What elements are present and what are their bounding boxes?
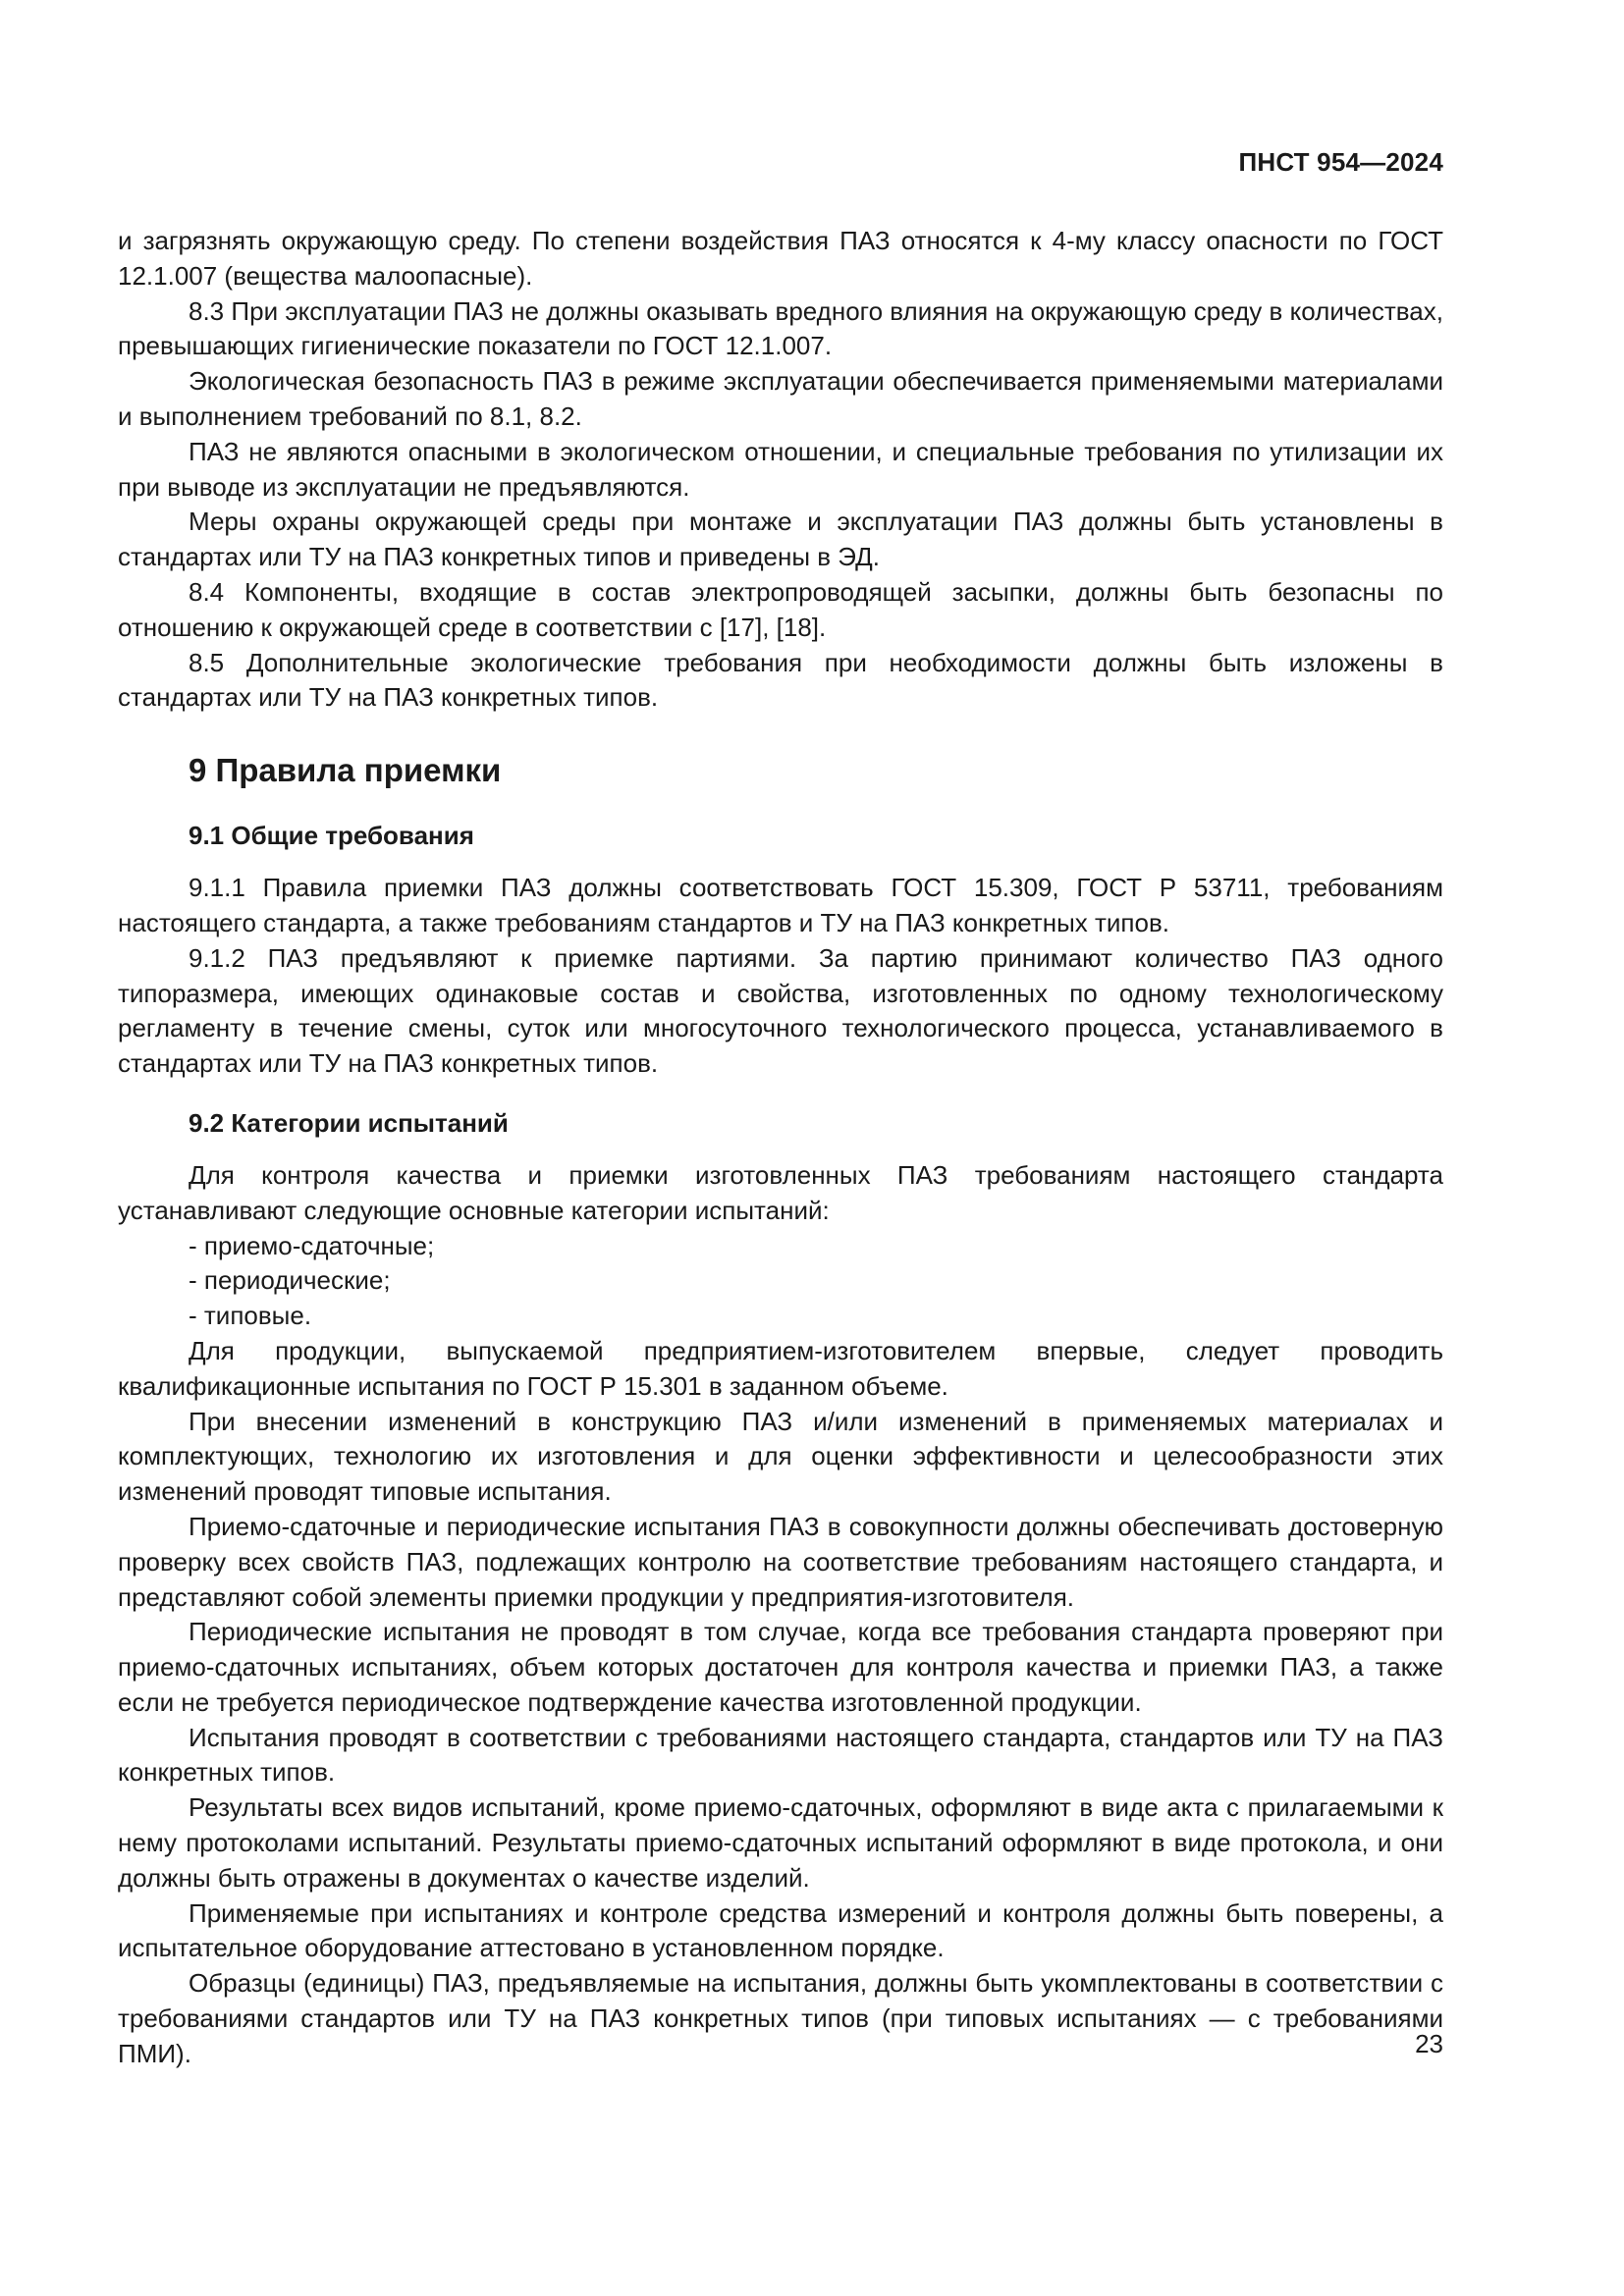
paragraph: Периодические испытания не проводят в том случае, когда все требования стандарта проверяют при приемо-сдаточных испытаниях, объем которых достаточен для контроля качества и приемки ПАЗ, а также если не требуется периодическое подтверждение качества изготовленной продукции. — [118, 1617, 1443, 1717]
paragraph-9-1-2: 9.1.2 ПАЗ предъявляют к приемке партиями. За партию принимают количество ПАЗ одного типоразмера, имеющих одинаковые состав и свойства, изготовленных по одному технологическому регламенту в течение смены, суток или многосуточного технологического процесса, устанавливаемого в стандартах или ТУ на ПАЗ конкретных типов. — [118, 942, 1443, 1079]
paragraph: Приемо-сдаточные и периодические испытания ПАЗ в совокупности должны обеспечивать достоверную проверку всех свойств ПАЗ, подлежащих контролю на соответствие требованиям настоящего стандарта, и представляют собой элементы приемки продукции у предприятия-изготовителя. — [118, 1511, 1443, 1612]
page-number: 23 — [1415, 2029, 1443, 2058]
paragraph: ПАЗ не являются опасными в экологическом отношении, и специальные требования по утилизации их при выводе из эксплуатации не предъявляются. — [118, 436, 1443, 502]
paragraph: Результаты всех видов испытаний, кроме приемо-сдаточных, оформляют в виде акта с прилагаемыми к нему протоколами испытаний. Результаты приемо-сдаточных испытаний оформляют в виде протокола, и они должны быть отражены в документах о качестве изделий. — [118, 1792, 1443, 1893]
paragraph: Для контроля качества и приемки изготовленных ПАЗ требованиям настоящего стандарта устанавливают следующие основные категории испытаний: — [118, 1159, 1443, 1225]
paragraph: Для продукции, выпускаемой предприятием-изготовителем впервые, следует проводить квалификационные испытания по ГОСТ Р 15.301 в заданном объеме. — [118, 1335, 1443, 1401]
list-item: - приемо-сдаточные; — [189, 1230, 435, 1260]
paragraph: Образцы (единицы) ПАЗ, предъявляемые на испытания, должны быть укомплектованы в соответствии с требованиями стандартов или ТУ на ПАЗ конкретных типов (при типовых испытаниях — с требованиями ПМИ). — [118, 1968, 1443, 2068]
subsection-heading-9-1: 9.1 Общие требования — [189, 821, 474, 851]
paragraph: Меры охраны окружающей среды при монтаже и эксплуатации ПАЗ должны быть установлены в стандартах или ТУ на ПАЗ конкретных типов и приведены в ЭД. — [118, 507, 1443, 572]
paragraph-8-5: 8.5 Дополнительные экологические требования при необходимости должны быть изложены в стандартах или ТУ на ПАЗ конкретных типов. — [118, 647, 1443, 713]
paragraph-8-4: 8.4 Компоненты, входящие в состав электропроводящей засыпки, должны быть безопасны по отношению к окружающей среде в соответствии с [17], [18]. — [118, 576, 1443, 642]
paragraph: Применяемые при испытаниях и контроле средства измерений и контроля должны быть поверены, а испытательное оборудование аттестовано в установленном порядке. — [118, 1897, 1443, 1963]
paragraph: Экологическая безопасность ПАЗ в режиме эксплуатации обеспечивается применяемыми материалами и выполнением требований по 8.1, 8.2. — [118, 366, 1443, 431]
paragraph: При внесении изменений в конструкцию ПАЗ и/или изменений в применяемых материалах и комплектующих, технологию их изготовления и для оценки эффективности и целесообразности этих изменений проводят типовые испытания. — [118, 1406, 1443, 1507]
paragraph: и загрязнять окружающую среду. По степени воздействия ПАЗ относятся к 4-му классу опасности по ГОСТ 12.1.007 (вещества малоопасные). — [118, 226, 1443, 291]
paragraph-9-1-1: 9.1.1 Правила приемки ПАЗ должны соответствовать ГОСТ 15.309, ГОСТ Р 53711, требованиям настоящего стандарта, а также требованиям стандартов и ТУ на ПАЗ конкретных типов. — [118, 873, 1443, 937]
list-item: - типовые. — [189, 1301, 312, 1331]
document-body — [118, 224, 1443, 2072]
document-code-header: ПНСТ 954—2024 — [1238, 147, 1443, 177]
paragraph-8-3: 8.3 При эксплуатации ПАЗ не должны оказывать вредного влияния на окружающую среду в количествах, превышающих гигиенические показатели по ГОСТ 12.1.007. — [118, 295, 1443, 361]
section-heading-9: 9 Правила приемки — [189, 752, 502, 789]
subsection-heading-9-2: 9.2 Категории испытаний — [189, 1107, 509, 1138]
paragraph: Испытания проводят в соответствии с требованиями настоящего стандарта, стандартов или ТУ на ПАЗ конкретных типов. — [118, 1722, 1443, 1788]
list-item: - периодические; — [189, 1265, 391, 1296]
